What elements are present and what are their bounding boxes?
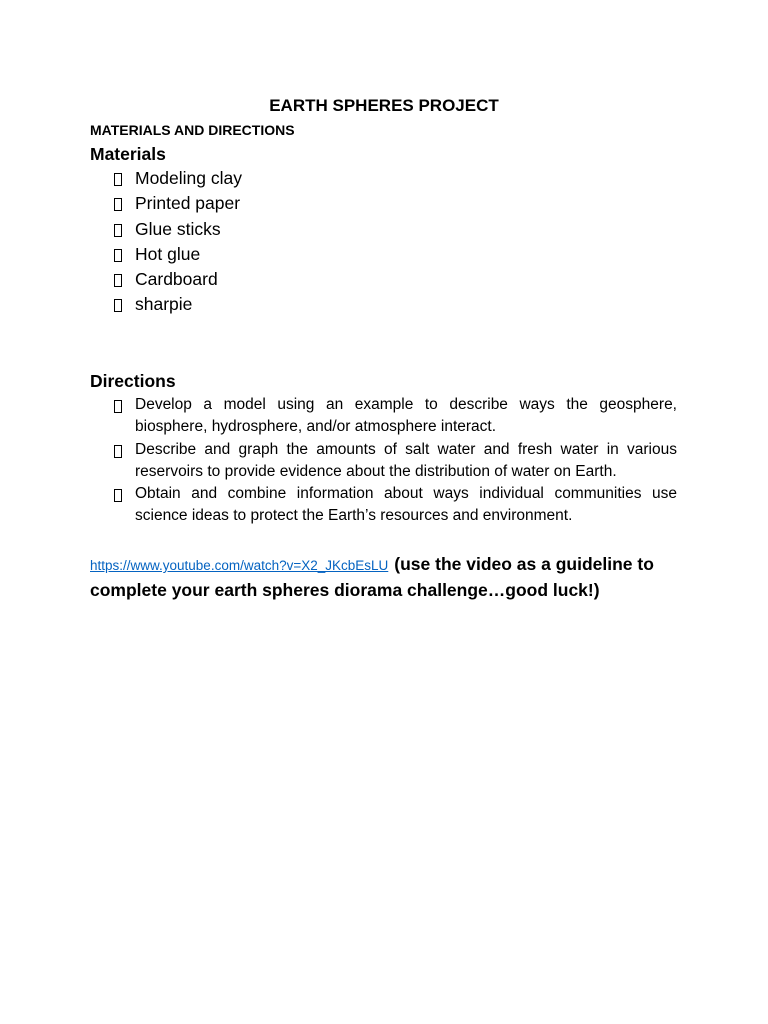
video-link[interactable]: https://www.youtube.com/watch?v=X2_JKcbEsLU <box>90 558 389 573</box>
box-bullet-icon <box>114 489 122 502</box>
material-label: Cardboard <box>135 269 218 290</box>
directions-heading: Directions <box>90 371 176 391</box>
document-subtitle: MATERIALS AND DIRECTIONS <box>90 122 295 138</box>
material-label: Hot glue <box>135 243 201 264</box>
list-item <box>90 292 242 317</box>
material-label: Glue sticks <box>135 218 221 239</box>
list-item <box>90 394 677 438</box>
direction-text: Obtain and combine information about ways individual communities use science ideas to protect the Earth’s resources and environment. <box>135 485 677 524</box>
box-bullet-icon <box>114 224 122 237</box>
direction-text: Develop a model using an example to describe ways the geosphere, biosphere, hydrosphere, and/or atmosphere interact. <box>135 396 677 435</box>
video-note: (use the video as a guideline to complete your earth spheres diorama challenge…good luck!) <box>90 554 654 600</box>
directions-list <box>90 394 677 528</box>
material-label: Printed paper <box>135 193 241 214</box>
list-item <box>90 439 677 483</box>
list-item <box>90 191 242 216</box>
box-bullet-icon <box>114 445 122 458</box>
box-bullet-icon <box>114 249 122 262</box>
list-item <box>90 267 242 292</box>
list-item <box>90 483 677 527</box>
box-bullet-icon <box>114 274 122 287</box>
box-bullet-icon <box>114 400 122 413</box>
materials-heading: Materials <box>90 144 166 164</box>
material-label: Modeling clay <box>135 168 242 188</box>
material-label: sharpie <box>135 294 193 315</box>
box-bullet-icon <box>114 198 122 211</box>
box-bullet-icon <box>114 173 122 186</box>
list-item <box>90 242 242 267</box>
video-paragraph <box>90 552 690 603</box>
document-title: EARTH SPHERES PROJECT <box>269 96 499 115</box>
box-bullet-icon <box>114 299 122 312</box>
materials-list <box>90 166 242 318</box>
list-item <box>90 217 242 242</box>
direction-text: Describe and graph the amounts of salt water and fresh water in various reservoirs to provide evidence about the distribution of water on Earth. <box>135 440 677 480</box>
list-item <box>90 166 242 191</box>
